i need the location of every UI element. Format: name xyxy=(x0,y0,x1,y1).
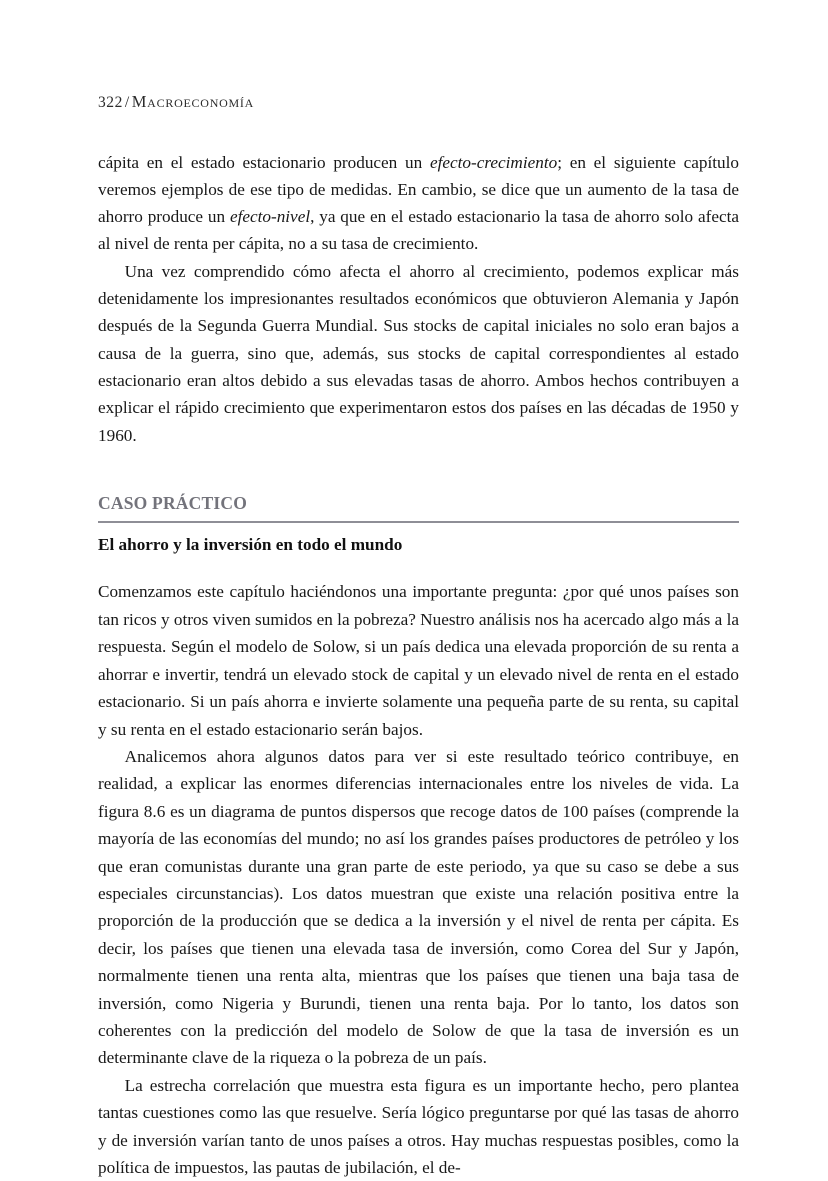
running-head-separator: / xyxy=(124,94,130,111)
paragraph-2: Una vez comprendido cómo afecta el ahorro al crecimiento, podemos explicar más detenidamente los impresionantes resultados económicos que obtuvieron Alemania y Japón después de la Segunda Guerra Mundial. Sus stocks de capital iniciales no solo eran bajos a causa de la guerra, sino que, además, sus stocks de capital correspondientes al estado estacionario eran altos debido a sus elevadas tasas de ahorro. Ambos hechos contribuyen a explicar el rápido crecimiento que experimentaron estos dos países en las décadas de 1950 y 1960. xyxy=(98,261,739,445)
paragraph-1-text-a: cápita en el estado estacionario producen un xyxy=(98,152,430,172)
case-paragraph-2: Analicemos ahora algunos datos para ver si este resultado teórico contribuye, en realidad, a explicar las enormes diferencias internacionales entre los niveles de vida. La figura 8.6 es un diagrama de puntos dispersos que recoge datos de 100 países (comprende la mayoría de las economías del mundo; no así los grandes países productores de petróleo y los que eran comunistas durante una gran parte de este periodo, ya que su caso se debe a sus especiales circunstancias). Los datos muestran que existe una relación positiva entre la proporción de la producción que se dedica a la inversión y el nivel de renta per cápita. Es decir, los países que tienen una elevada tasa de inversión, como Corea del Sur y Japón, normalmente tienen una renta alta, mientras que los países que tienen una baja tasa de inversión, como Nigeria y Burundi, tienen una renta baja. Por lo tanto, los datos son coherentes con la predicción del modelo de Solow de que la tasa de inversión es un determinante clave de la riqueza o la pobreza de un país. xyxy=(98,746,739,1068)
case-study-block xyxy=(98,493,739,1181)
case-study-kicker: CASO PRÁCTICO xyxy=(98,492,248,513)
case-paragraph-3: La estrecha correlación que muestra esta figura es un importante hecho, pero plantea tantas cuestiones como las que resuelve. Sería lógico preguntarse por qué las tasas de ahorro y de inversión varían tanto de unos países a otros. Hay muchas respuestas posibles, como la política de impuestos, las pautas de jubilación, el de- xyxy=(98,1075,739,1178)
case-study-subheading: El ahorro y la inversión en todo el mundo xyxy=(98,535,403,555)
paragraph-1-text-b: ; en el siguiente capítulo veremos ejemplos de ese tipo de medidas. En cambio, se dice que un aumento de la tasa de ahorro produce un xyxy=(98,152,739,227)
case-study-body xyxy=(98,578,739,1181)
case-study-divider xyxy=(98,521,739,523)
case-paragraph-1: Comenzamos este capítulo haciéndonos una importante pregunta: ¿por qué unos países son tan ricos y otros viven sumidos en la pobreza? Nuestro análisis nos ha acercado algo más a la respuesta. Según el modelo de Solow, si un país dedica una elevada proporción de su renta a ahorrar e invertir, tendrá un elevado stock de capital y un elevado nivel de renta en el estado estacionario. Si un país ahorra e invierte solamente una pequeña parte de su renta, su capital y su renta en el estado estacionario serán bajos. xyxy=(98,582,739,739)
running-head xyxy=(98,92,739,113)
running-head-book-title: Macroeconomía xyxy=(131,92,255,111)
paragraph-1-text-c: , ya que en el estado estacionario la tasa de ahorro solo afecta al nivel de renta per cápita, no a su tasa de crecimiento. xyxy=(98,207,739,254)
paragraph-continuation xyxy=(98,149,739,258)
italic-term-efecto-nivel: efecto-nivel xyxy=(229,207,311,227)
page-folio-number: 322 xyxy=(98,94,123,111)
italic-term-efecto-crecimiento: efecto-crecimiento xyxy=(429,152,558,172)
page-content xyxy=(98,92,739,1181)
